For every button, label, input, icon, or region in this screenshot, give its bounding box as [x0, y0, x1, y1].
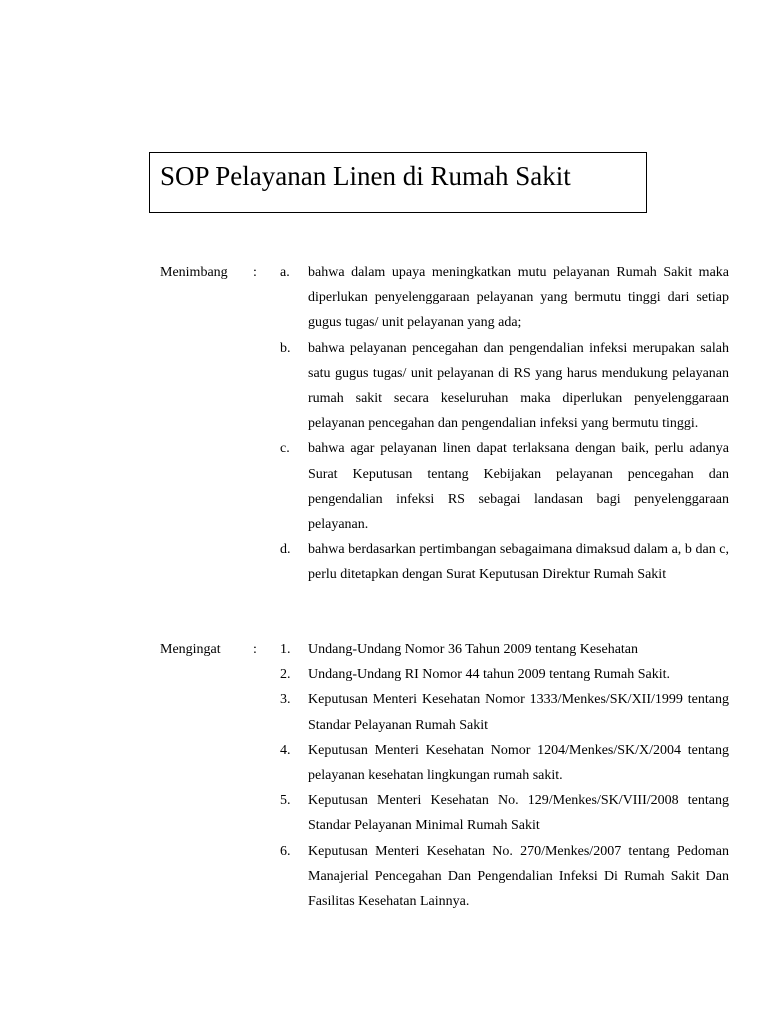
list-item-text: Keputusan Menteri Kesehatan No. 129/Menkes/SK/VIII/2008 tentang Standar Pelayanan Minimal Rumah Sakit — [308, 793, 729, 834]
list-item-marker: 1. — [280, 642, 291, 657]
list-item-marker: a. — [280, 265, 290, 280]
list-item — [280, 738, 729, 788]
list-item-marker: b. — [280, 340, 291, 356]
list-item-marker: 5. — [280, 793, 291, 809]
list-item — [280, 336, 729, 437]
section-colon: : — [253, 265, 257, 280]
list-item-text: bahwa dalam upaya meningkatkan mutu pelayanan Rumah Sakit maka diperlukan penyelenggaraan pelayanan yang bermutu tinggi dari setiap gugus tugas/ unit pelayanan yang ada; — [308, 265, 729, 331]
list-item — [280, 537, 729, 587]
list-item-text: Undang-Undang RI Nomor 44 tahun 2009 tentang Rumah Sakit. — [308, 667, 671, 683]
section-colon: : — [253, 642, 257, 657]
list-item-text: bahwa agar pelayanan linen dapat terlaksana dengan baik, perlu adanya Surat Keputusan tentang Kebijakan pelayanan pencegahan dan pengendalian infeksi RS sebagai landasan bagi penyelenggaraan pelayanan. — [308, 441, 729, 533]
list-item — [280, 662, 729, 687]
list-item-text: Undang-Undang Nomor 36 Tahun 2009 tentang Kesehatan — [308, 642, 639, 657]
section-label: Mengingat — [160, 642, 221, 657]
document-title-box — [149, 152, 647, 213]
list-item — [280, 260, 729, 336]
list-item — [280, 788, 729, 838]
list-item-text: bahwa pelayanan pencegahan dan pengendalian infeksi merupakan salah satu gugus tugas/ unit pelayanan di RS yang harus mendukung pelayanan rumah sakit secara keseluruhan maka diperlukan penyelenggaraan pelayanan pencegahan dan pengendalian infeksi yang bermutu tinggi. — [308, 340, 729, 432]
list-item-marker: 6. — [280, 843, 291, 859]
list-item-marker: c. — [280, 441, 290, 457]
list-item-text: Keputusan Menteri Kesehatan Nomor 1204/Menkes/SK/X/2004 tentang pelayanan kesehatan lingkungan rumah sakit. — [308, 742, 729, 784]
list-item — [280, 436, 729, 537]
list-item-text: bahwa berdasarkan pertimbangan sebagaimana dimaksud dalam a, b dan c, perlu ditetapkan dengan Surat Keputusan Direktur Rumah Sakit — [308, 542, 729, 583]
list-item-marker: 2. — [280, 667, 291, 683]
list-item-marker: 4. — [280, 742, 291, 758]
list-item — [280, 637, 729, 662]
legal-basis-list — [280, 637, 729, 914]
considerations-list — [280, 260, 729, 588]
list-item — [280, 687, 729, 737]
list-item-text: Keputusan Menteri Kesehatan No. 270/Menkes/2007 tentang Pedoman Manajerial Pencegahan Dan Pengendalian Infeksi Di Rumah Sakit Dan Fasilitas Kesehatan Lainnya. — [308, 843, 729, 910]
section-label: Menimbang — [160, 265, 228, 280]
document-title: SOP Pelayanan Linen di Rumah Sakit — [160, 161, 571, 191]
list-item-text: Keputusan Menteri Kesehatan Nomor 1333/Menkes/SK/XII/1999 tentang Standar Pelayanan Rumah Sakit — [308, 692, 729, 733]
list-item-marker: 3. — [280, 692, 291, 708]
list-item — [280, 839, 729, 915]
list-item-marker: d. — [280, 542, 291, 558]
